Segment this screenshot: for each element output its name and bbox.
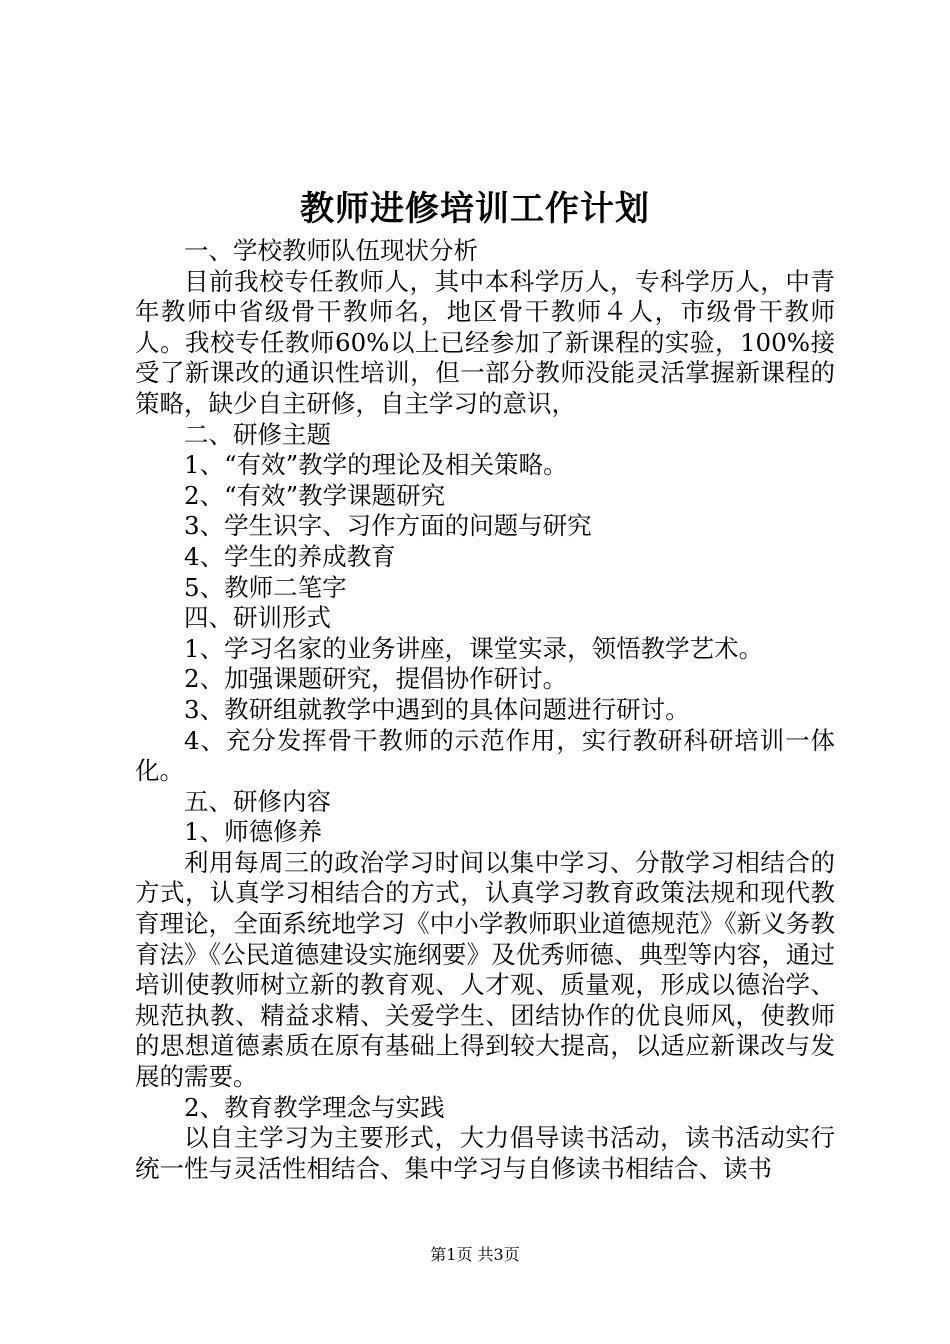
- page-footer: 第1页 共3页: [430, 1245, 520, 1264]
- list-item: 1、学习名家的业务讲座，课堂实录，领悟教学艺术。: [184, 633, 764, 663]
- body-paragraph: 利用每周三的政治学习时间以集中学习、分散学习相结合的方式，认真学习相结合的方式，认真学习教育政策法规和现代教育理论，全面系统地学习《中小学教师职业道德规范》《新义务教育法》《公民道德建设实施纲要》及优秀师德、典型等内容，通过培训使教师树立新的教育观、人才观、质量观，形成以德治学、规范执教、精益求精、关爱学生、团结协作的优良师风，使教师的思想道德素质在原有基础上得到较大提高，以适应新课改与发展的需要。: [135, 847, 835, 1092]
- list-item: 3、教研组就教学中遇到的具体问题进行研讨。: [184, 694, 690, 724]
- list-item: 2、加强课题研究，提倡协作研讨。: [184, 664, 568, 694]
- subsection-heading: 2、教育教学理念与实践: [184, 1092, 445, 1122]
- subsection-heading: 1、师德修养: [184, 817, 323, 847]
- body-paragraph: 目前我校专任教师人，其中本科学历人，专科学历人，中青年教师中省级骨干教师名，地区骨干教师４人，市级骨干教师人。我校专任教师60%以上已经参加了新课程的实验，100%接受了新课改的通识性培训，但一部分教师没能灵活掌握新课程的策略，缺少自主研修，自主学习的意识，: [135, 266, 835, 418]
- document-title: 教师进修培训工作计划: [300, 189, 650, 229]
- section-heading: 四、研训形式: [184, 603, 331, 633]
- body-paragraph: 以自主学习为主要形式，大力倡导读书活动，读书活动实行统一性与灵活性相结合、集中学习与自修读书相结合、读书: [135, 1123, 835, 1183]
- list-item: 1、“有效”教学的理论及相关策略。: [184, 450, 568, 480]
- list-item: 4、充分发挥骨干教师的示范作用，实行教研科研培训一体化。: [135, 725, 835, 786]
- list-item: 5、教师二笔字: [184, 572, 347, 602]
- list-item: 2、“有效”教学课题研究: [184, 480, 446, 510]
- list-item: 3、学生识字、习作方面的问题与研究: [184, 511, 592, 541]
- section-heading: 五、研修内容: [184, 786, 331, 816]
- list-item: 4、学生的养成教育: [184, 541, 396, 571]
- section-heading: 二、研修主题: [184, 419, 331, 449]
- section-heading: 一、学校教师队伍现状分析: [184, 236, 478, 265]
- document-body: [135, 236, 835, 1184]
